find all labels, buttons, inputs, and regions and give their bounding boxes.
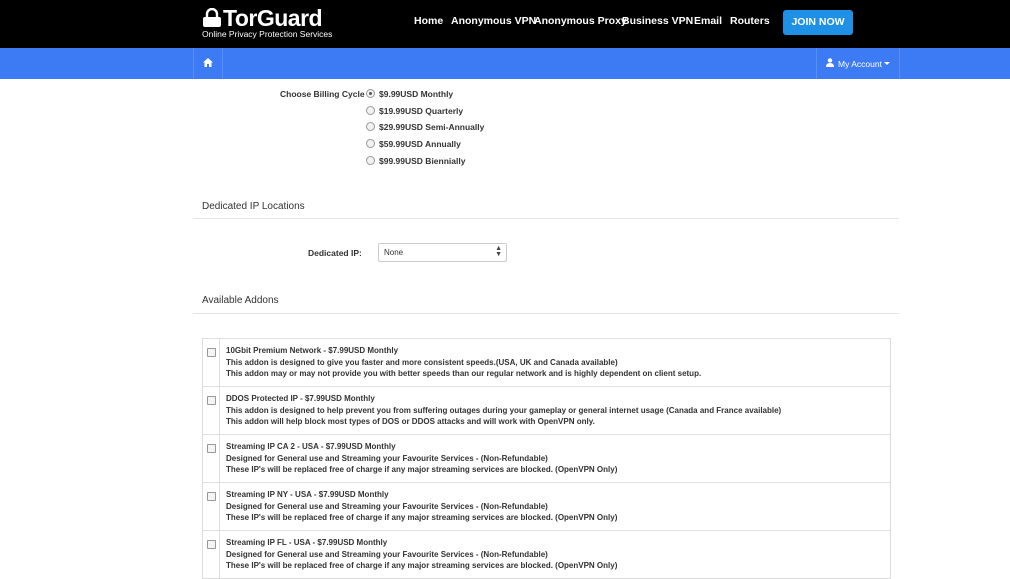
billing-option-monthly[interactable]	[366, 89, 453, 99]
user-icon	[826, 58, 834, 67]
brand-name: TorGuard	[223, 5, 323, 31]
my-account-label: My Account	[838, 59, 882, 69]
billing-option-label: $29.99USD Semi-Annually	[379, 122, 485, 132]
radio-button[interactable]	[366, 156, 375, 165]
radio-button[interactable]	[366, 89, 375, 98]
addon-line: These IP's will be replaced free of charge if any major streaming services are blocked. (OpenVPN Only)	[226, 513, 618, 522]
addon-title: 10Gbit Premium Network - $7.99USD Monthly	[226, 346, 399, 355]
nav-email[interactable]: Email	[694, 15, 723, 27]
addon-row	[203, 387, 890, 435]
addon-line: This addon is designed to help prevent you from suffering outages during your gameplay or general internet usage (Canada and France available)	[226, 405, 782, 415]
addon-description	[226, 537, 617, 572]
dedicated-ip-heading: Dedicated IP Locations	[202, 201, 305, 212]
dedicated-ip-select[interactable]	[378, 243, 507, 262]
top-header	[0, 0, 1010, 48]
billing-option-semi-annually[interactable]	[366, 122, 484, 132]
addon-line: Designed for General use and Streaming your Favourite Services - (Non-Refundable)	[226, 549, 548, 559]
nav-business-vpn[interactable]: Business VPN	[622, 15, 694, 27]
billing-option-quarterly[interactable]	[366, 106, 463, 116]
addon-row	[203, 483, 890, 531]
addon-checkbox[interactable]	[207, 348, 216, 357]
addon-checkbox[interactable]	[207, 444, 216, 453]
client-area-nav	[0, 48, 1010, 79]
addon-checkbox[interactable]	[207, 492, 216, 501]
checkbox-cell	[203, 531, 220, 578]
home-icon	[203, 58, 213, 67]
addon-line: This addon is designed to give you faster and more consistent speeds.(USA, UK and Canada available)	[226, 357, 618, 367]
addon-line: These IP's will be replaced free of charge if any major streaming services are blocked. (OpenVPN Only)	[226, 561, 618, 570]
my-account-dropdown[interactable]	[816, 48, 900, 79]
addon-description	[226, 489, 617, 524]
checkbox-cell	[203, 387, 220, 434]
checkbox-cell	[203, 435, 220, 482]
addon-line: Designed for General use and Streaming your Favourite Services - (Non-Refundable)	[226, 453, 548, 463]
checkbox-cell	[203, 483, 220, 530]
addon-row	[203, 531, 890, 579]
join-now-button[interactable]: JOIN NOW	[783, 10, 853, 35]
available-addons-heading: Available Addons	[202, 295, 279, 306]
addon-description	[226, 393, 781, 428]
select-arrows-icon: ▲ ▼	[495, 245, 502, 258]
nav-home[interactable]: Home	[414, 15, 444, 27]
checkbox-cell	[203, 339, 220, 386]
billing-option-biennially[interactable]	[366, 156, 465, 166]
home-button[interactable]	[193, 48, 223, 79]
nav-anonymous-proxy[interactable]: Anonymous Proxy	[534, 15, 627, 27]
divider	[193, 218, 899, 219]
brand-tagline: Online Privacy Protection Services	[202, 29, 333, 39]
dedicated-ip-value: None	[384, 248, 404, 257]
addon-description	[226, 345, 701, 380]
padlock-icon	[201, 8, 223, 28]
addon-line: Designed for General use and Streaming your Favourite Services - (Non-Refundable)	[226, 501, 548, 511]
addon-line: This addon will help block most types of DOS or DDOS attacks and will work with OpenVPN only.	[226, 417, 595, 426]
nav-anonymous-vpn[interactable]: Anonymous VPN	[451, 15, 537, 27]
billing-cycle-label: Choose Billing Cycle	[280, 89, 365, 99]
addon-line: This addon may or may not provide you with better speeds than our regular network and is highly dependent on client setup.	[226, 369, 702, 378]
torguard-logo[interactable]	[201, 5, 333, 42]
nav-routers[interactable]: Routers	[730, 15, 770, 27]
addon-description	[226, 441, 617, 476]
dedicated-ip-label: Dedicated IP:	[308, 248, 362, 258]
addon-title: Streaming IP CA 2 - USA - $7.99USD Monthly	[226, 442, 396, 451]
billing-option-label: $59.99USD Annually	[379, 139, 461, 149]
divider	[193, 313, 899, 314]
addon-checkbox[interactable]	[207, 540, 216, 549]
addons-table	[202, 338, 891, 579]
billing-option-label: $19.99USD Quarterly	[379, 106, 464, 116]
addon-line: These IP's will be replaced free of charge if any major streaming services are blocked. (OpenVPN Only)	[226, 465, 618, 474]
radio-button[interactable]	[366, 139, 375, 148]
billing-option-label: $99.99USD Biennially	[379, 156, 466, 166]
addon-row	[203, 339, 890, 387]
billing-option-annually[interactable]	[366, 139, 461, 149]
addon-title: DDOS Protected IP - $7.99USD Monthly	[226, 394, 375, 403]
radio-button[interactable]	[366, 122, 375, 131]
addon-row	[203, 435, 890, 483]
addon-title: Streaming IP FL - USA - $7.99USD Monthly	[226, 538, 388, 547]
addon-checkbox[interactable]	[207, 396, 216, 405]
radio-button[interactable]	[366, 106, 375, 115]
addon-title: Streaming IP NY - USA - $7.99USD Monthly	[226, 490, 389, 499]
caret-down-icon	[884, 62, 890, 65]
billing-option-label: $9.99USD Monthly	[379, 89, 454, 99]
